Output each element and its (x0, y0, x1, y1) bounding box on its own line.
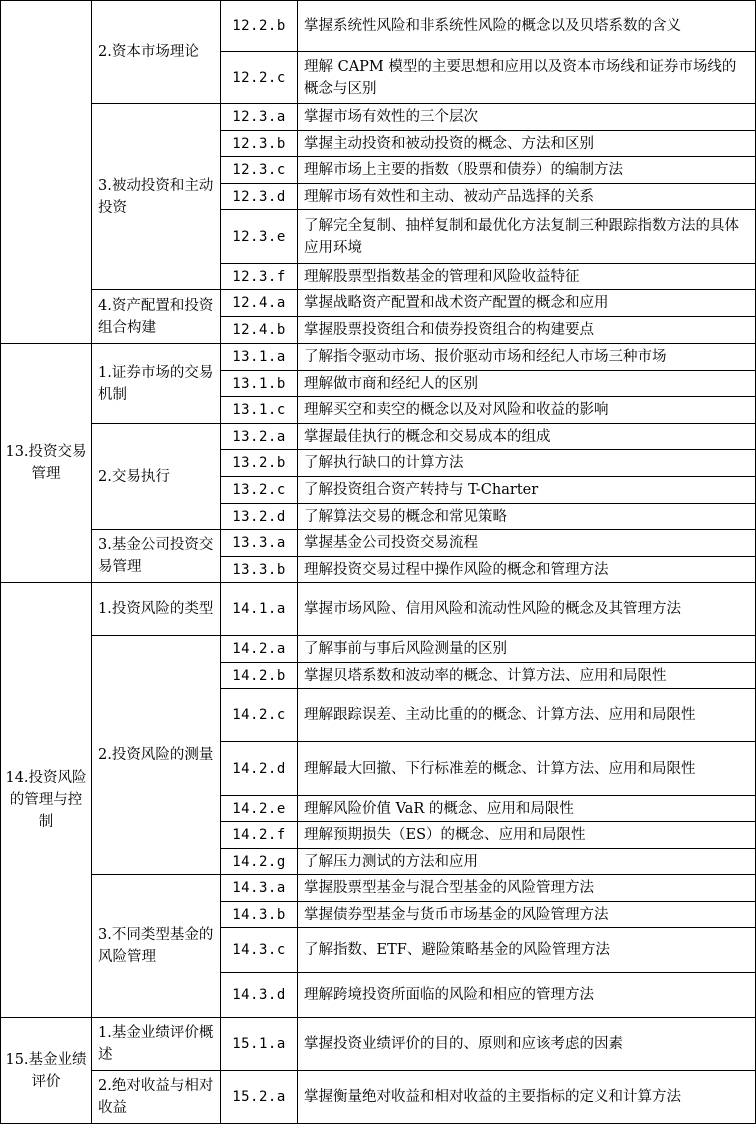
item-description: 掌握市场有效性的三个层次 (298, 104, 756, 131)
chapter-cell: 15.基金业绩评价 (1, 1018, 92, 1124)
section-cell: 1.基金业绩评价概述 (92, 1018, 221, 1071)
item-description: 理解市场有效性和主动、被动产品选择的关系 (298, 184, 756, 210)
item-description: 掌握最佳执行的概念和交易成本的组成 (298, 424, 756, 450)
item-code: 14.2.d (221, 742, 298, 796)
item-code: 14.2.f (221, 822, 298, 849)
item-code: 12.3.c (221, 157, 298, 184)
section-cell: 3.基金公司投资交易管理 (92, 530, 221, 583)
item-code: 14.3.a (221, 875, 298, 902)
item-code: 14.3.b (221, 902, 298, 928)
section-cell: 3.不同类型基金的风险管理 (92, 875, 221, 1018)
item-code: 12.2.b (221, 1, 298, 52)
item-code: 13.2.c (221, 477, 298, 504)
item-code: 12.4.b (221, 317, 298, 344)
item-description: 掌握主动投资和被动投资的概念、方法和区别 (298, 131, 756, 157)
item-description: 掌握股票型基金与混合型基金的风险管理方法 (298, 875, 756, 902)
item-code: 12.4.a (221, 290, 298, 317)
table-row (1, 1, 756, 52)
table-row (1, 290, 756, 317)
table-row (1, 530, 756, 557)
item-description: 掌握市场风险、信用风险和流动性风险的概念及其管理方法 (298, 583, 756, 636)
item-description: 理解 CAPM 模型的主要思想和应用以及资本市场线和证券市场线的概念与区别 (298, 52, 756, 104)
item-code: 14.1.a (221, 583, 298, 636)
item-description: 掌握战略资产配置和战术资产配置的概念和应用 (298, 290, 756, 317)
section-cell: 1.投资风险的类型 (92, 583, 221, 636)
item-description: 理解最大回撤、下行标准差的概念、计算方法、应用和局限性 (298, 742, 756, 796)
item-description: 掌握衡量绝对收益和相对收益的主要指标的定义和计算方法 (298, 1071, 756, 1124)
chapter-cell (1, 1, 92, 344)
item-code: 15.1.a (221, 1018, 298, 1071)
item-code: 13.1.c (221, 397, 298, 424)
table-row (1, 344, 756, 371)
item-code: 14.3.d (221, 973, 298, 1018)
table-row (1, 1071, 756, 1124)
section-cell: 4.资产配置和投资组合构建 (92, 290, 221, 344)
syllabus-body (1, 1, 756, 1124)
item-description: 理解市场上主要的指数（股票和债券）的编制方法 (298, 157, 756, 184)
table-row (1, 636, 756, 663)
item-code: 12.3.b (221, 131, 298, 157)
item-description: 了解投资组合资产转持与 T-Charter (298, 477, 756, 504)
item-description: 了解指数、ETF、避险策略基金的风险管理方法 (298, 928, 756, 973)
chapter-cell: 13.投资交易管理 (1, 344, 92, 583)
item-code: 13.2.d (221, 504, 298, 530)
item-description: 了解压力测试的方法和应用 (298, 849, 756, 875)
item-description: 理解跨境投资所面临的风险和相应的管理方法 (298, 973, 756, 1018)
table-row (1, 424, 756, 450)
item-description: 理解买空和卖空的概念以及对风险和收益的影响 (298, 397, 756, 424)
item-description: 掌握系统性风险和非系统性风险的概念以及贝塔系数的含义 (298, 1, 756, 52)
item-description: 了解完全复制、抽样复制和最优化方法复制三种跟踪指数方法的具体应用环境 (298, 210, 756, 264)
item-code: 12.3.f (221, 264, 298, 290)
item-code: 12.3.e (221, 210, 298, 264)
item-description: 理解风险价值 VaR 的概念、应用和局限性 (298, 796, 756, 822)
section-cell: 3.被动投资和主动投资 (92, 104, 221, 290)
section-cell: 2.交易执行 (92, 424, 221, 530)
item-description: 理解跟踪误差、主动比重的的概念、计算方法、应用和局限性 (298, 689, 756, 742)
item-code: 14.2.a (221, 636, 298, 663)
section-cell: 2.资本市场理论 (92, 1, 221, 104)
item-description: 理解预期损失（ES）的概念、应用和局限性 (298, 822, 756, 849)
item-code: 13.2.b (221, 450, 298, 477)
item-description: 理解做市商和经纪人的区别 (298, 371, 756, 397)
section-cell: 1.证券市场的交易机制 (92, 344, 221, 424)
table-row (1, 1018, 756, 1071)
section-cell: 2.绝对收益与相对收益 (92, 1071, 221, 1124)
item-code: 12.3.d (221, 184, 298, 210)
item-code: 14.2.b (221, 663, 298, 689)
table-row (1, 875, 756, 902)
chapter-cell: 14.投资风险的管理与控制 (1, 583, 92, 1018)
item-code: 14.2.e (221, 796, 298, 822)
item-code: 12.3.a (221, 104, 298, 131)
item-description: 了解算法交易的概念和常见策略 (298, 504, 756, 530)
item-code: 13.1.b (221, 371, 298, 397)
item-code: 15.2.a (221, 1071, 298, 1124)
table-row (1, 583, 756, 636)
item-code: 13.2.a (221, 424, 298, 450)
item-code: 12.2.c (221, 52, 298, 104)
item-code: 14.2.c (221, 689, 298, 742)
item-description: 了解事前与事后风险测量的区别 (298, 636, 756, 663)
item-code: 14.2.g (221, 849, 298, 875)
item-code: 13.3.b (221, 557, 298, 583)
section-cell: 2.投资风险的测量 (92, 636, 221, 875)
item-description: 掌握债券型基金与货币市场基金的风险管理方法 (298, 902, 756, 928)
item-description: 了解执行缺口的计算方法 (298, 450, 756, 477)
item-description: 了解指令驱动市场、报价驱动市场和经纪人市场三种市场 (298, 344, 756, 371)
item-description: 理解投资交易过程中操作风险的概念和管理方法 (298, 557, 756, 583)
table-row (1, 104, 756, 131)
item-description: 理解股票型指数基金的管理和风险收益特征 (298, 264, 756, 290)
item-code: 13.1.a (221, 344, 298, 371)
item-description: 掌握股票投资组合和债券投资组合的构建要点 (298, 317, 756, 344)
item-description: 掌握投资业绩评价的目的、原则和应该考虑的因素 (298, 1018, 756, 1071)
item-code: 13.3.a (221, 530, 298, 557)
item-description: 掌握贝塔系数和波动率的概念、计算方法、应用和局限性 (298, 663, 756, 689)
item-code: 14.3.c (221, 928, 298, 973)
item-description: 掌握基金公司投资交易流程 (298, 530, 756, 557)
